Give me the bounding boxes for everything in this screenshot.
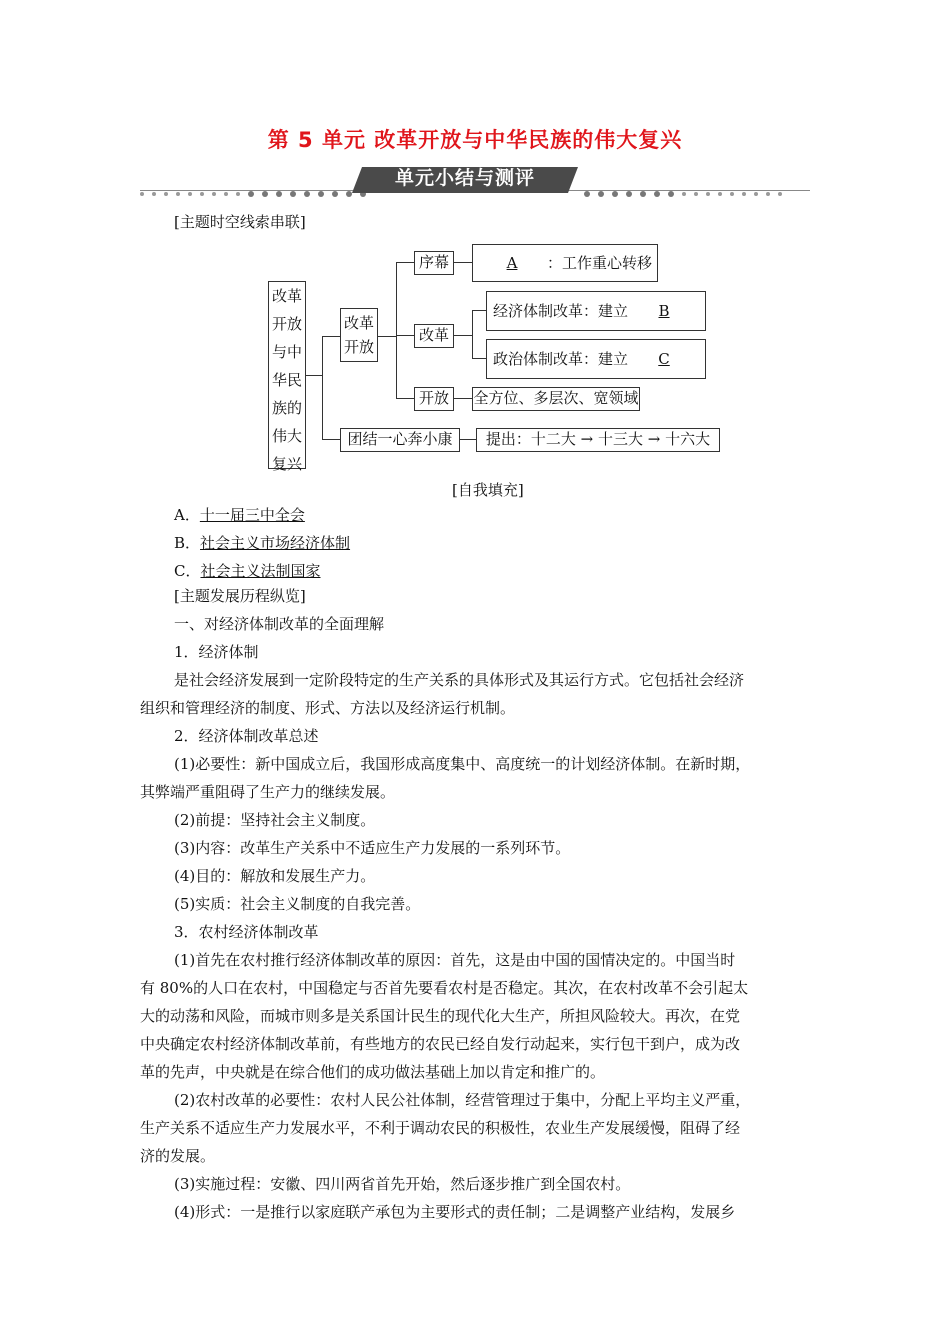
econ-reform-box <box>486 291 706 331</box>
unit-title: 第 5 单元 改革开放与中华民族的伟大复兴 <box>267 128 683 152</box>
para-9: (3)实施过程：安徽、四川两省首先开始，然后逐步推广到全国农村。 <box>174 1175 631 1193</box>
heading-1-2: 2．经济体制改革总述 <box>174 727 319 745</box>
reform-box: 改革 <box>414 324 454 348</box>
decorative-dots-right <box>584 183 790 189</box>
para-1-line-1: 是社会经济发展到一定阶段特定的生产关系的具体形式及其运行方式。它包括社会经济 <box>174 671 745 689</box>
decorative-dots-left <box>140 183 374 189</box>
root-line-3: 与中 <box>271 343 302 361</box>
section-label-history: [主题发展历程纵览] <box>174 587 306 605</box>
para-2-line-2: 其弊端严重阻碍了生产力的继续发展。 <box>140 783 396 801</box>
para-1-line-2: 组织和管理经济的制度、形式、方法以及经济运行机制。 <box>140 699 516 717</box>
answer-c-prefix: C． <box>174 562 201 580</box>
pol-blank: C <box>658 350 670 368</box>
prelude-box: 序幕 <box>414 251 454 275</box>
econ-blank: B <box>658 302 670 320</box>
root-line-2: 开放 <box>271 315 302 333</box>
para-7-line-4: 中央确定农村经济体制改革前，有些地方的农民已经自发行动起来，实行包干到户，成为改 <box>140 1035 741 1053</box>
proposed-box: 提出：十二大 → 十三大 → 十六大 <box>476 428 720 452</box>
para-7-line-5: 革的先声，中央就是在综合他们的成功做法基础上加以肯定和推广的。 <box>140 1063 606 1081</box>
opening-box: 开放 <box>414 387 454 411</box>
heading-1: 一、对经济体制改革的全面理解 <box>174 615 385 633</box>
prelude-text: ：工作重心转移 <box>547 254 653 272</box>
para-8-line-1: (2)农村改革的必要性：农村人民公社体制，经营管理过于集中，分配上平均主义严重， <box>174 1091 751 1109</box>
para-8-line-2: 生产关系不适应生产力发展水平，不利于调动农民的积极性，农业生产发展缓慢，阻碍了经 <box>140 1119 741 1137</box>
section-banner: 单元小结与测评 <box>394 167 535 189</box>
answer-a <box>174 505 305 525</box>
prelude-blank: A <box>506 254 518 272</box>
para-6: (5)实质：社会主义制度的自我完善。 <box>174 895 421 913</box>
para-4: (3)内容：改革生产关系中不适应生产力发展的一系列环节。 <box>174 839 571 857</box>
reform-open-box <box>340 308 378 362</box>
unity-box: 团结一心奔小康 <box>340 428 460 452</box>
answer-c-text: 社会主义法制国家 <box>200 562 321 580</box>
pol-reform-box <box>486 339 706 379</box>
self-fill-label: [自我填充] <box>452 481 524 499</box>
section-label-timeline: [主题时空线索串联] <box>174 213 306 231</box>
root-box <box>268 281 306 473</box>
heading-1-1: 1．经济体制 <box>174 643 259 661</box>
reform-open-line-2: 开放 <box>343 338 374 356</box>
para-10: (4)形式：一是推行以家庭联产承包为主要形式的责任制；二是调整产业结构，发展乡 <box>174 1203 736 1221</box>
para-5: (4)目的：解放和发展生产力。 <box>174 867 376 885</box>
root-line-6: 伟大 <box>271 427 302 445</box>
answer-a-prefix: A． <box>174 506 200 524</box>
para-7-line-1: (1)首先在农村推行经济体制改革的原因：首先，这是由中国的国情决定的。中国当时 <box>174 951 736 969</box>
para-3: (2)前提：坚持社会主义制度。 <box>174 811 376 829</box>
para-8-line-3: 济的发展。 <box>140 1147 216 1165</box>
para-7-line-2: 有 80%的人口在农村，中国稳定与否首先要看农村是否稳定。其次，在农村改革不会引起太 <box>140 979 749 997</box>
opening-content-box: 全方位、多层次、宽领域 <box>472 387 640 411</box>
econ-reform-text: 经济体制改革：建立 <box>493 302 629 320</box>
root-line-4: 华民 <box>271 371 302 389</box>
pol-reform-text: 政治体制改革：建立 <box>493 350 629 368</box>
answer-b <box>174 533 350 553</box>
heading-1-3: 3．农村经济体制改革 <box>174 923 319 941</box>
root-line-1: 改革 <box>271 287 302 305</box>
answer-b-prefix: B． <box>174 534 201 552</box>
answer-a-text: 十一届三中全会 <box>199 506 305 524</box>
para-7-line-3: 大的动荡和风险，而城市则多是关系国计民生的现代化大生产，所担风险较大。再次，在党 <box>140 1007 741 1025</box>
answer-c <box>174 561 321 581</box>
para-2-line-1: (1)必要性：新中国成立后，我国形成高度集中、高度统一的计划经济体制。在新时期， <box>174 755 751 773</box>
answer-b-text: 社会主义市场经济体制 <box>200 534 351 552</box>
root-line-7: 复兴 <box>271 455 302 473</box>
reform-open-line-1: 改革 <box>343 314 374 332</box>
prelude-content-box <box>472 244 658 282</box>
root-line-5: 族的 <box>271 399 302 417</box>
